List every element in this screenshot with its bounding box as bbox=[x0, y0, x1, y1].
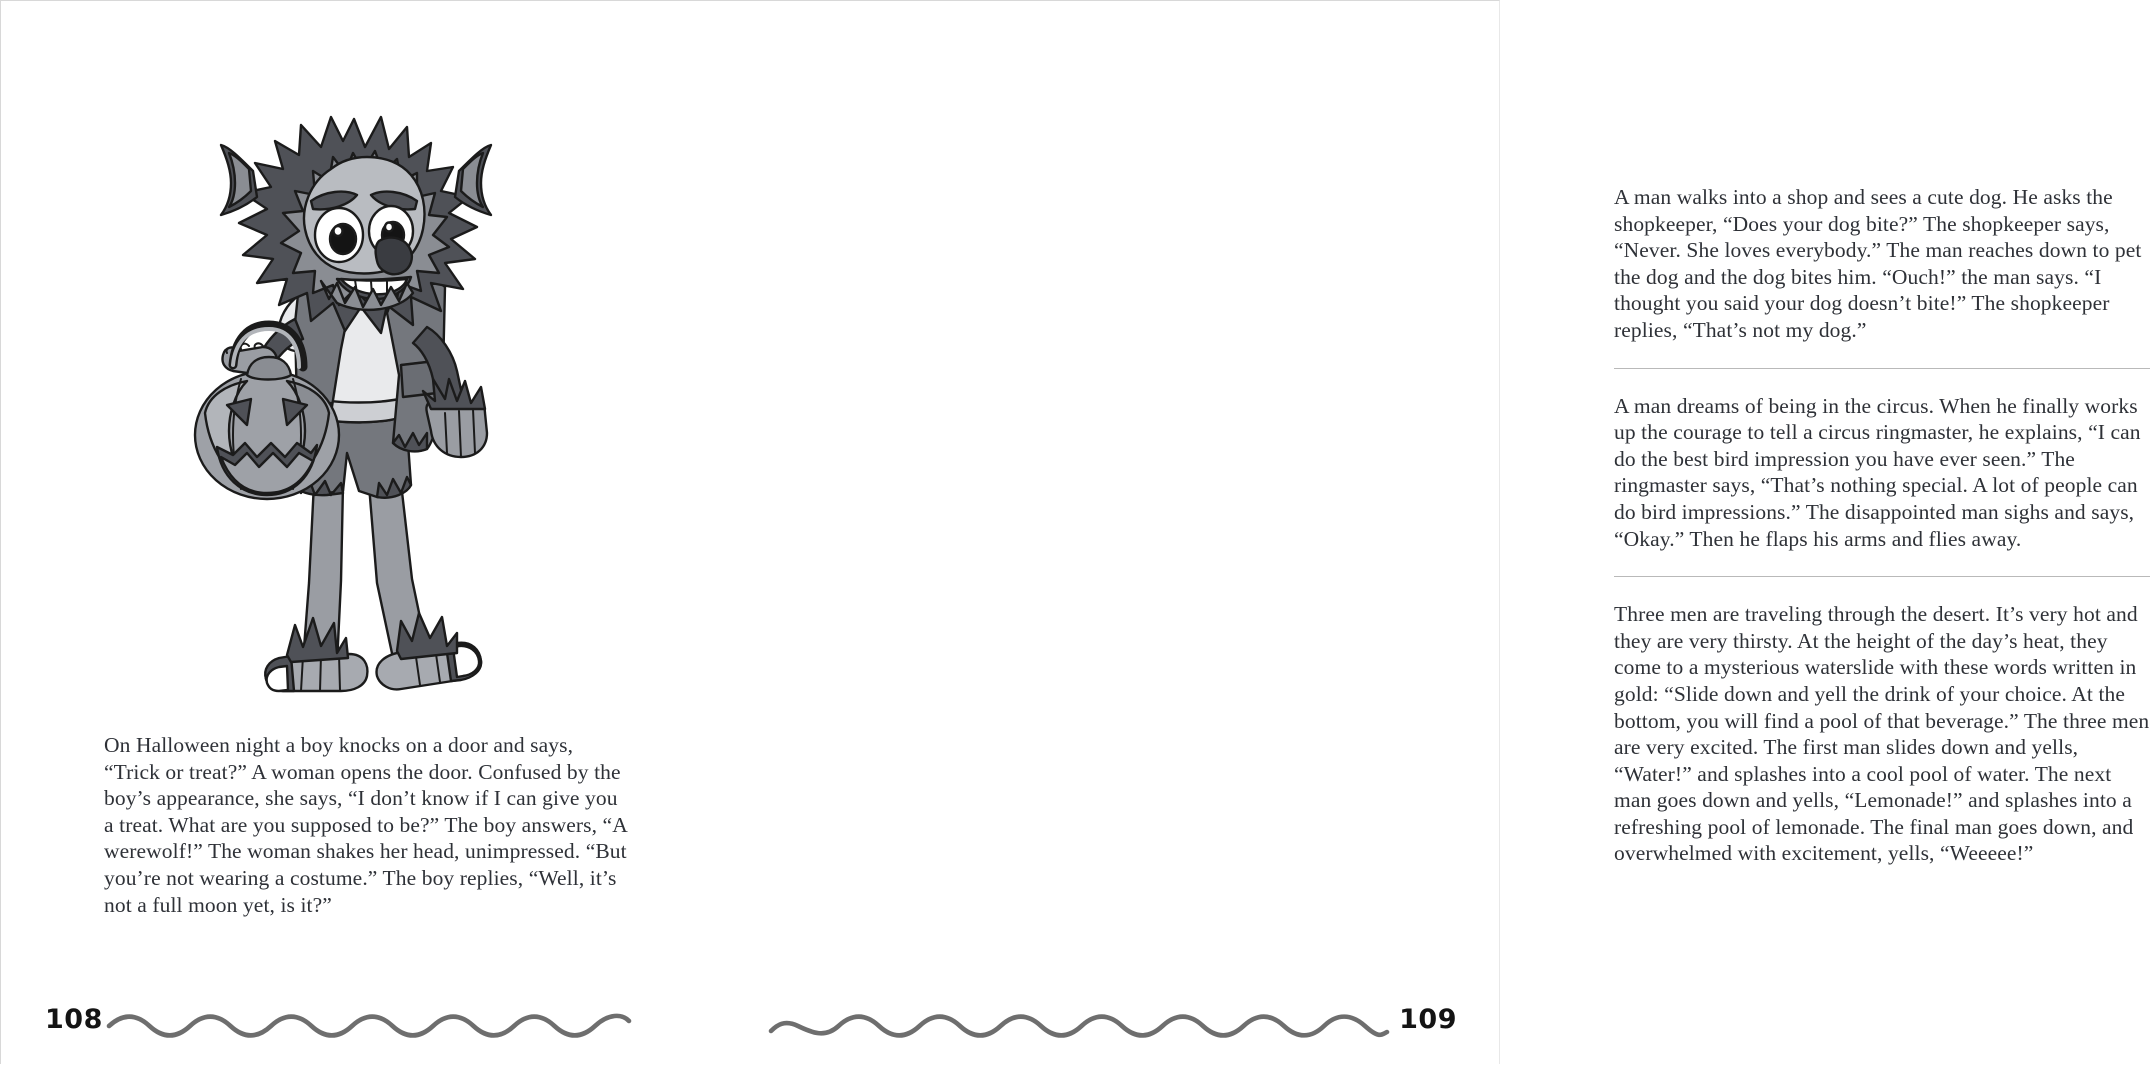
joke-paragraph: A man walks into a shop and sees a cute dog. He asks the shopkeeper, “Does your dog bite?” The shopkeeper says, “Never. She loves everybody.” The man reaches down to pet the dog and the dog bites him. “Ouch!” the man says. “I thought you said your dog doesn’t bite!” The shopkeeper replies, “That’s not my dog.” bbox=[1614, 185, 2142, 342]
joke-paragraph: On Halloween night a boy knocks on a door and says, “Trick or treat?” A woman opens the door. Confused by the boy’s appearance, she says, “I don’t know if I can give you a treat. What are you supposed to be?” The boy answers, “A werewolf!” The woman shakes her head, unimpressed. “But you’re not wearing a costume.” The boy replies, “Well, it’s not a full moon yet, is it?” bbox=[104, 733, 627, 917]
joke-paragraph: Three men are traveling through the desert. It’s very hot and they are very thirsty. At the height of the day’s heat, they come to a mysterious waterslide with these words written in gold: “Slide down and yell the drink of your choice. At the bottom, you will find a pool of that beverage.” The three men are very excited. The first man slides down and yells, “Water!” and splashes into a cool pool of water. The next man goes down and yells, “Lemonade!” and splashes into a refreshing pool of lemonade. The final man goes down, and overwhelmed with excitement, yells, “Weeeee!” bbox=[1614, 602, 2150, 866]
left-page-footer bbox=[1, 955, 751, 1065]
wave-ornament-right bbox=[771, 1013, 1387, 1039]
joke-divider bbox=[1614, 576, 2150, 577]
page-number-right: 109 bbox=[1399, 1004, 1457, 1035]
page-right bbox=[751, 1, 2150, 1065]
left-page-text-column bbox=[104, 732, 628, 918]
page-number-left: 108 bbox=[45, 1004, 103, 1035]
page-left bbox=[1, 1, 751, 1065]
werewolf-illustration bbox=[191, 113, 521, 713]
right-page-footer bbox=[751, 955, 1501, 1065]
wave-ornament-left bbox=[109, 1013, 629, 1039]
joke-divider bbox=[1614, 368, 2150, 369]
joke-paragraph: A man dreams of being in the circus. When he finally works up the courage to tell a circus ringmaster, he explains, “I can do the best bird impression you have ever seen.” The ringmaster says, “That’s nothing special. A lot of people can do bird impressions.” The disappointed man sighs and says, “Okay.” Then he flaps his arms and flies away. bbox=[1614, 393, 2141, 551]
right-page-text-column bbox=[1614, 184, 2150, 867]
